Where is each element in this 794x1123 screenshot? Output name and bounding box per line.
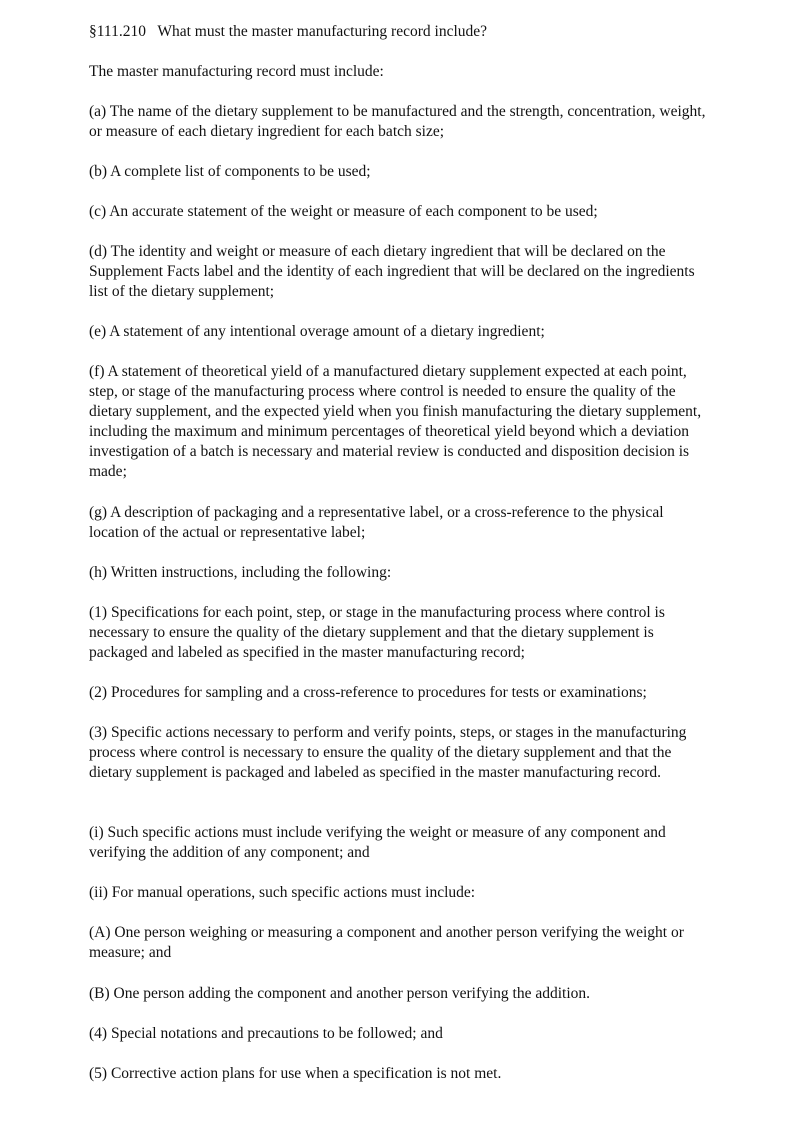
section-number: §111.210 [89,23,146,40]
paragraph-h-4: (4) Special notations and precautions to be followed; and [89,1025,443,1042]
section-heading [89,22,487,42]
paragraph-a: (a) The name of the dietary supplement to be manufactured and the strength, concentration, weight, or measure of each dietary ingredient for each batch size; [89,103,706,140]
paragraph-h-3-ii-A: (A) One person weighing or measuring a component and another person verifying the weight or measure; and [89,924,684,961]
paragraph-h-5: (5) Corrective action plans for use when a specification is not met. [89,1065,502,1082]
paragraph-c: (c) An accurate statement of the weight or measure of each component to be used; [89,203,598,220]
paragraph-h-3-i: (i) Such specific actions must include verifying the weight or measure of any component and verifying the addition of any component; and [89,824,666,861]
paragraph-e: (e) A statement of any intentional overage amount of a dietary ingredient; [89,323,545,340]
paragraph-b: (b) A complete list of components to be used; [89,163,371,180]
intro-paragraph: The master manufacturing record must include: [89,63,384,80]
section-title: What must the master manufacturing record include? [157,23,488,40]
paragraph-h-3-ii: (ii) For manual operations, such specific actions must include: [89,884,476,901]
paragraph-h-3-ii-B: (B) One person adding the component and another person verifying the addition. [89,985,591,1002]
paragraph-h-3: (3) Specific actions necessary to perform and verify points, steps, or stages in the manufacturing process where control is necessary to ensure the quality of the dietary supplement and that the dietary supplement is packaged and labeled as specified in the master manufacturing record. [89,724,687,781]
paragraph-f: (f) A statement of theoretical yield of a manufactured dietary supplement expected at each point, step, or stage of the manufacturing process where control is needed to ensure the quality of the dietary supplement, and the expected yield when you finish manufacturing the dietary supplement, including the maximum and minimum percentages of theoretical yield beyond which a deviation investigation of a batch is necessary and material review is conducted and disposition decision is made; [89,363,702,480]
paragraph-g: (g) A description of packaging and a representative label, or a cross-reference to the physical location of the actual or representative label; [89,504,664,541]
paragraph-h-1: (1) Specifications for each point, step, or stage in the manufacturing process where control is necessary to ensure the quality of the dietary supplement and that the dietary supplement is packaged and labeled as specified in the master manufacturing record; [89,604,665,661]
paragraph-h-2: (2) Procedures for sampling and a cross-reference to procedures for tests or examinations; [89,684,647,701]
paragraph-d: (d) The identity and weight or measure of each dietary ingredient that will be declared on the Supplement Facts label and the identity of each ingredient that will be declared on the ingredients list of the dietary supplement; [89,243,695,300]
paragraph-h: (h) Written instructions, including the following: [89,564,392,581]
